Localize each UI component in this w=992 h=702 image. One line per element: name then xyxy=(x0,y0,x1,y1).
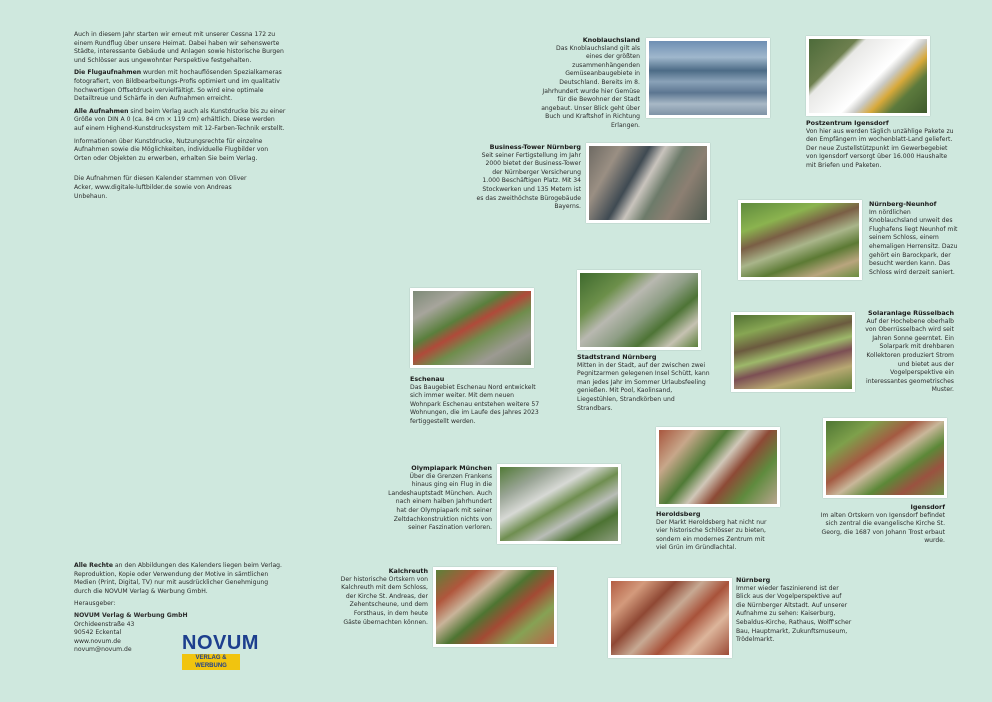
photo-knoblauchsland xyxy=(646,38,770,118)
novum-logo xyxy=(182,632,259,669)
photo-stadtstrand xyxy=(577,270,701,350)
caption-text: Auf der Hochebene oberhalb von Oberrüsselbach wird seit Jahren Sonne geerntet. Ein Solarpark mit drehbaren Kollektoren produziert Strom und bietet aus der Vogelperspektive ein interessantes geometrisches Muster. xyxy=(865,317,954,394)
intro-paragraph-2: Die Flugaufnahmen wurden mit hochauflösenden Spezialkameras fotografiert, von Bildbearbeitungs-Profis optimiert und im qualitativ hochwertigen Offsetdruck vervielfältigt. So wird eine optimale Detailtreue und Schärfe in den Aufnahmen erreicht. xyxy=(74,69,282,103)
caption-title: Solaranlage Rüsselbach xyxy=(868,309,954,317)
caption-title: Business-Tower Nürnberg xyxy=(489,143,581,151)
publisher-web[interactable]: www.novum.de xyxy=(74,637,121,645)
caption-olympiapark xyxy=(388,464,492,533)
photo-igensdorf xyxy=(823,418,947,498)
intro-paragraph-5: Die Aufnahmen für diesen Kalender stammen von Oliver Acker, www.digitale-luftbilder.de sowie von Andreas Unbehaun. xyxy=(74,175,247,200)
caption-text: Mitten in der Stadt, auf der zwischen zwei Pegnitzarmen gelegenen Insel Schütt, kann man jedes Jahr im Sommer Urlaubsfeeling genießen. Mit Pool, Kaolinsand, Liegestühlen, Strandkörben und Strandbars. xyxy=(577,361,710,412)
publisher-street: Orchideenstraße 43 xyxy=(74,620,135,628)
intro-paragraph-3: Alle Aufnahmen sind beim Verlag auch als Kunstdrucke bis zu einer Größe von DIN A 0 (ca. 84 cm × 119 cm) erhältlich. Diese werden auf einem Highend-Kunstdrucksystem mit 12-Farben-Technik erstellt. xyxy=(74,107,286,132)
photo-olympiapark xyxy=(497,464,621,544)
publisher-email[interactable]: novum@novum.de xyxy=(74,646,132,654)
photo-kalchreuth xyxy=(433,567,557,647)
caption-text: Im nördlichen Knoblauchsland unweit des Flughafens liegt Neunhof mit seinem Schloss, einem ehemaligen Herrensitz. Dazu gehört ein Barockpark, der besucht werden kann. Das Schloss wird derzeit saniert. xyxy=(869,208,958,276)
caption-eschenau xyxy=(410,375,540,427)
caption-kalchreuth xyxy=(336,567,428,627)
intro-paragraph-4: Informationen über Kunstdrucke, Nutzungsrechte für einzelne Aufnahmen sowie die Möglichkeiten, individuelle Flugbilder von Orten oder Objekten zu erwerben, erhalten Sie beim Verlag. xyxy=(74,137,269,162)
caption-text: Das Baugebiet Eschenau Nord entwickelt sich immer weiter. Mit dem neuen Wohnpark Eschenau entstehen weitere 57 Wohnungen, die im Laufe des Jahres 2023 fertiggestellt werden. xyxy=(410,383,540,425)
logo-subline: VERLAG & WERBUNG xyxy=(182,654,240,670)
caption-title: Postzentrum Igensdorf xyxy=(806,119,889,127)
caption-knoblauchsland xyxy=(540,36,640,131)
caption-title: Igensdorf xyxy=(910,503,945,511)
publisher-name: NOVUM Verlag & Werbung GmbH xyxy=(74,611,188,619)
caption-solaranlage xyxy=(858,309,954,395)
photo-eschenau xyxy=(410,288,534,368)
photo-heroldsberg xyxy=(656,427,780,507)
rights-paragraph: Alle Rechte an den Abbildungen des Kalenders liegen beim Verlag. Reproduktion, Kopie oder Verwendung der Motive in sämtlichen Medien (Print, Digital, TV) nur mit ausdrücklicher Genehmigung durch die NOVUM Verlag & Werbung GmbH. xyxy=(74,562,282,595)
caption-title: Kalchreuth xyxy=(388,567,428,575)
caption-text: Seit seiner Fertigstellung im Jahr 2000 bietet der Business-Tower der Nürnberger Versicherung 1.000 Beschäftigen Platz. Mit 34 Stockwerken und 135 Metern ist es das zweithöchste Bürogebäude Bayerns. xyxy=(476,151,581,211)
photo-business-tower xyxy=(586,143,710,223)
caption-text: Der historische Ortskern von Kalchreuth mit dem Schloss, der Kirche St. Andreas, der Zehentscheune, und dem Forsthaus, in dem heute Gäste übernachten können. xyxy=(340,575,428,626)
photo-neunhof xyxy=(738,200,862,280)
intro-paragraph-1: Auch in diesem Jahr starten wir erneut mit unserer Cessna 172 zu einem Rundflug über unsere Heimat. Dabei haben wir sehenswerte Städte, interessante Gebäude und Anlagen sowie historische Burgen und Schlösser aus ungewohnter Perspektive festgehalten. xyxy=(74,31,284,64)
caption-title: Stadtstrand Nürnberg xyxy=(577,353,657,361)
intro-text xyxy=(74,31,286,205)
caption-title: Nürnberg-Neunhof xyxy=(869,200,937,208)
caption-nuernberg xyxy=(736,576,852,645)
photo-solaranlage xyxy=(731,312,855,392)
caption-postzentrum xyxy=(806,119,954,171)
publisher-city: 90542 Eckental xyxy=(74,629,122,637)
caption-heroldsberg xyxy=(656,510,776,553)
caption-text: Im alten Ortskern von Igensdorf befindet sich zentral die evangelische Kirche St. Georg, die 1687 von Johann Trost erbaut wurde. xyxy=(820,511,945,545)
caption-title: Eschenau xyxy=(410,375,445,383)
photo-postzentrum xyxy=(806,36,930,116)
photo-nuernberg xyxy=(608,578,732,658)
caption-text: Das Knoblauchsland gilt als eines der größten zusammenhängenden Gemüseanbaugebiete in Deutschland. Bereits im 8. Jahrhundert wurde hier Gemüse für die Bewohner der Stadt angebaut. Unser Blick geht über Buch und Kraftshof in Richtung Erlangen. xyxy=(541,44,640,129)
caption-igensdorf xyxy=(810,503,945,546)
caption-title: Knoblauchsland xyxy=(582,36,640,44)
logo-word: NOVUM xyxy=(182,632,259,654)
caption-neunhof xyxy=(869,200,959,277)
caption-business-tower xyxy=(474,143,581,212)
caption-title: Heroldsberg xyxy=(656,510,701,518)
caption-text: Über die Grenzen Frankens hinaus ging ein Flug in die Landeshauptstadt München. Auch nach einem halben Jahrhundert hat der Olympiapark mit seiner Zeltdachkonstruktion nichts von seiner Faszination verloren. xyxy=(388,472,492,532)
publisher-label: Herausgeber: xyxy=(74,600,116,608)
caption-title: Olympiapark München xyxy=(411,464,492,472)
caption-text: Immer wieder faszinierend ist der Blick aus der Vogelperspektive auf die Nürnberger Altstadt. Auf unserer Aufnahme zu sehen: Kaiserburg, Sebaldus-Kirche, Rathaus, Wolff'scher Bau, Hauptmarkt, Zukunftsmuseum, Trödelmarkt. xyxy=(736,584,852,644)
caption-title: Nürnberg xyxy=(736,576,771,584)
caption-text: Der Markt Heroldsberg hat nicht nur vier historische Schlösser zu bieten, sondern ein modernes Zentrum mit viel Grün im Gründlachtal. xyxy=(656,518,767,552)
caption-text: Von hier aus werden täglich unzählige Pakete zu den Empfängern im wochenblatt-Land geliefert. Der neue Zustellstützpunkt im Gewerbegebiet von Igensdorf versorgt über 16.000 Haushalte mit Briefen und Paketen. xyxy=(806,127,954,169)
caption-stadtstrand xyxy=(577,353,711,413)
